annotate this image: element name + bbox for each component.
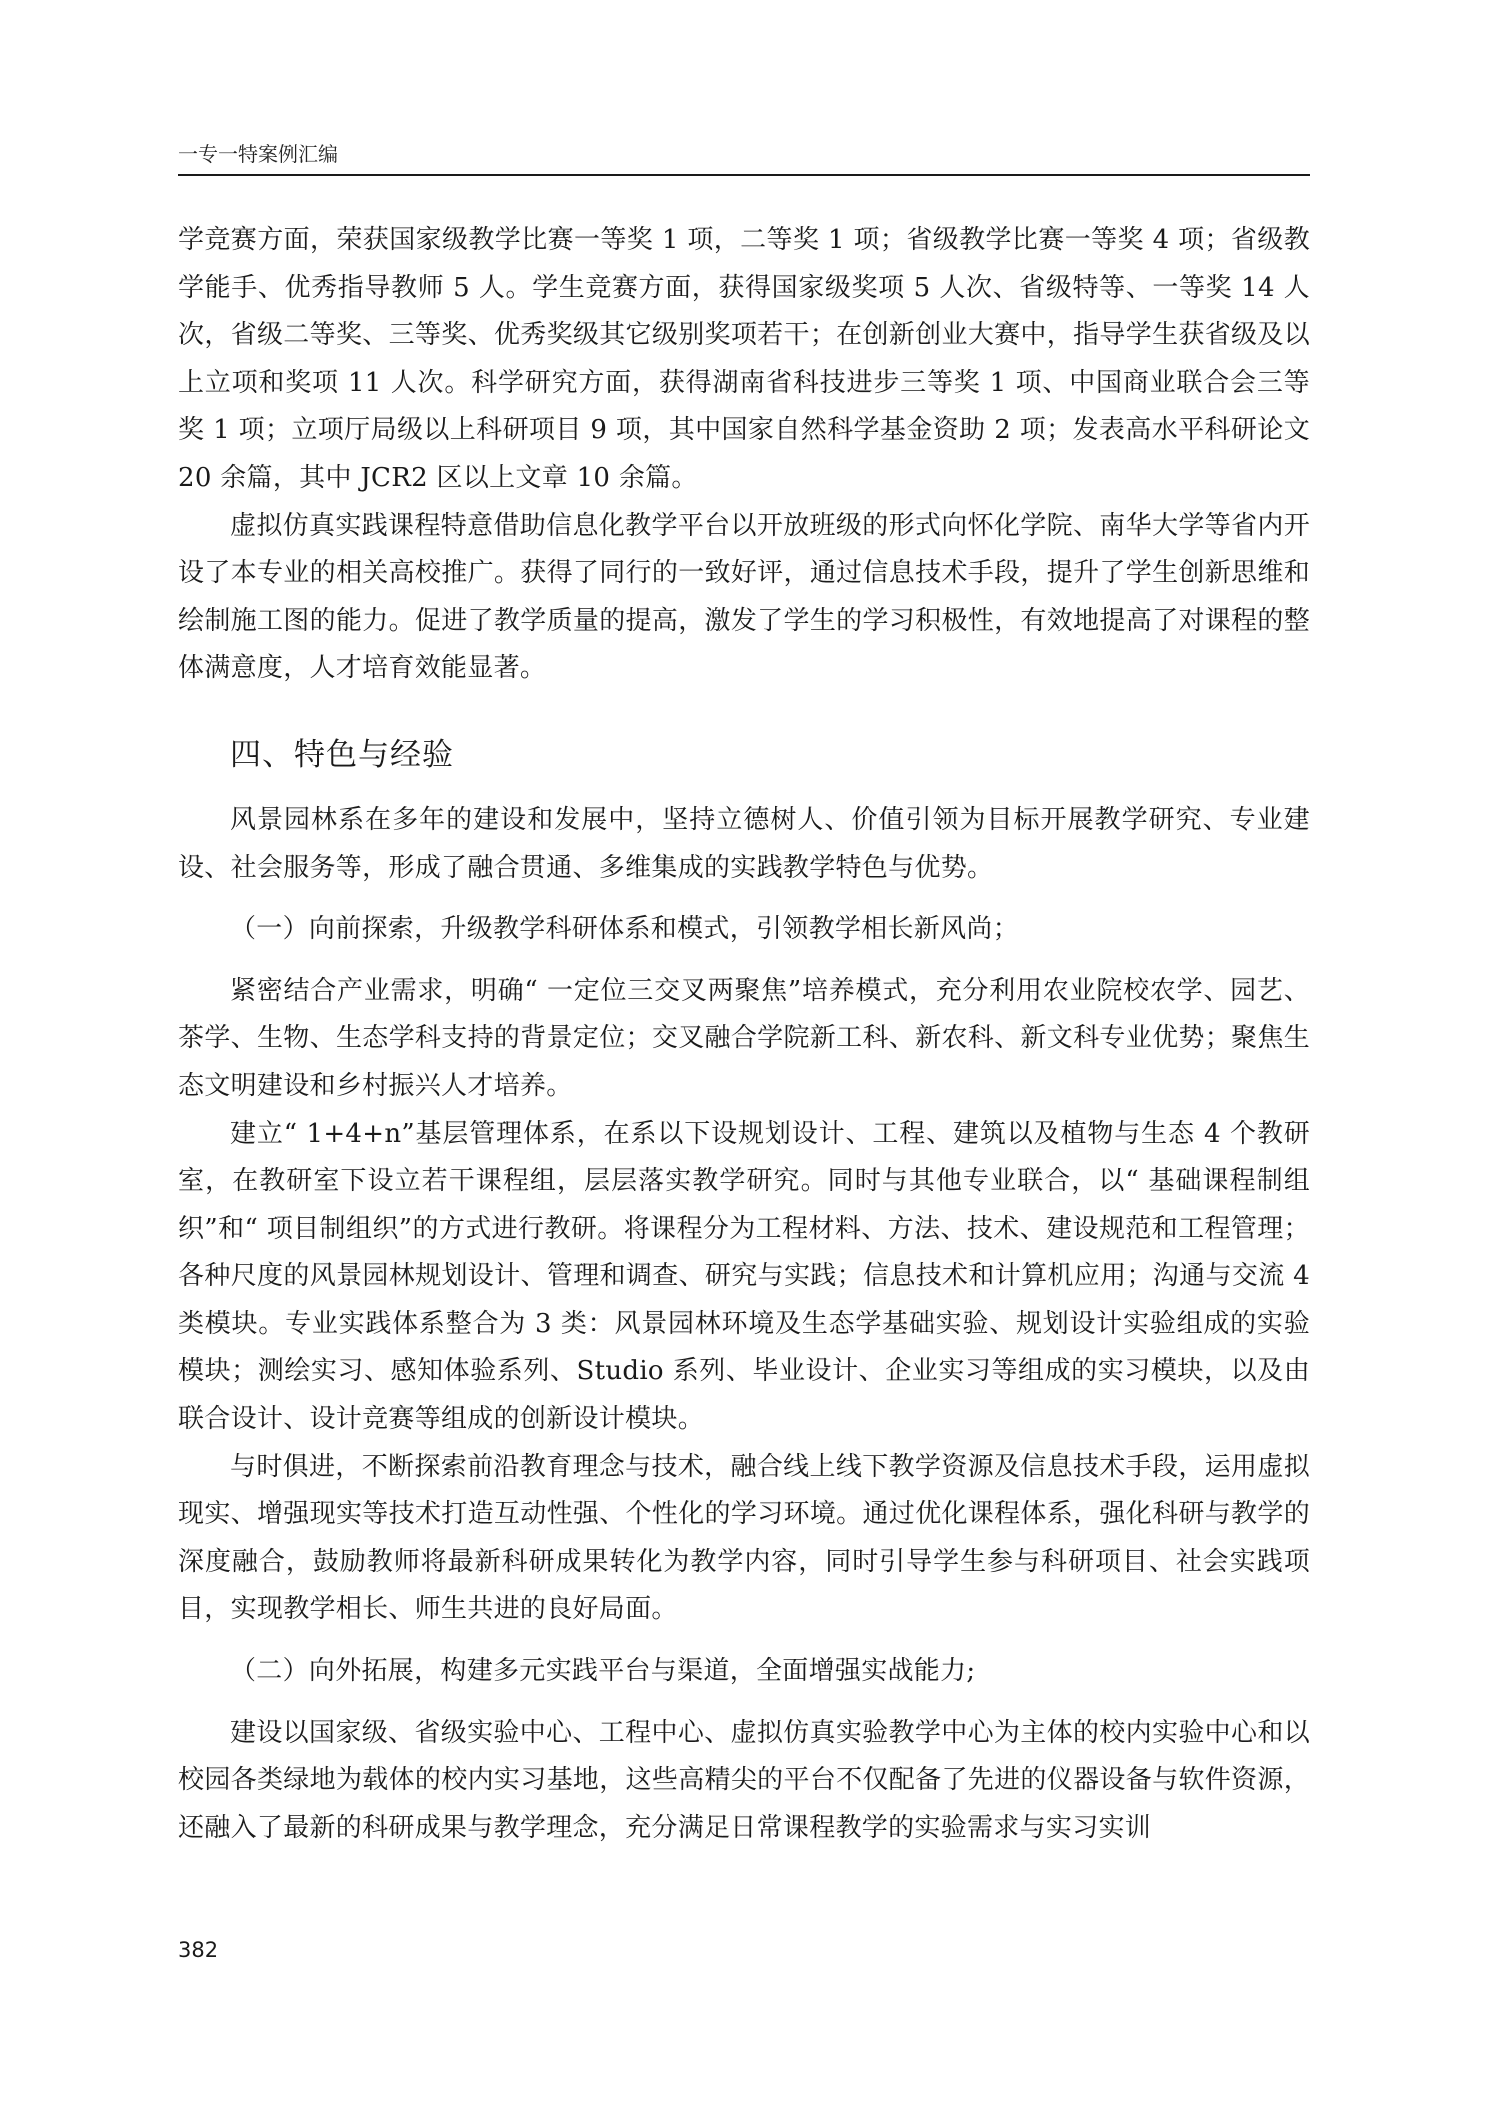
paragraph-management-system: 建立“ 1+4+n”基层管理体系，在系以下设规划设计、工程、建筑以及植物与生态 4 个教研室，在教研室下设立若干课程组，层层落实教学研究。同时与其他专业联合，以“ 基础课程制组织”和“ 项目制组织”的方式进行教研。将课程分为工程材料、方法、技术、建设规范和工程管理；各种尺度的风景园林规划设计、管理和调查、研究与实践；信息技术和计算机应用；沟通与交流 4 类模块。专业实践体系整合为 3 类：风景园林环境及生态学基础实验、规划设计实验组成的实验模块；测绘实习、感知体验系列、Studio 系列、毕业设计、企业实习等组成的实习模块，以及由联合设计、设计竞赛等组成的创新设计模块。 bbox=[178, 1118, 1310, 1435]
paragraph-virtual-simulation: 虚拟仿真实践课程特意借助信息化教学平台以开放班级的形式向怀化学院、南华大学等省内开设了本专业的相关高校推广。获得了同行的一致好评，通过信息技术手段，提升了学生创新思维和绘制施工图的能力。促进了教学质量的提高，激发了学生的学习积极性，有效地提高了对课程的整体满意度，人才培育效能显著。 bbox=[178, 510, 1310, 684]
page-number: 382 bbox=[178, 1938, 219, 1962]
body-content bbox=[178, 217, 1310, 1852]
subheading-forward-exploration: （一）向前探索，升级教学科研体系和模式，引领教学相长新风尚； bbox=[230, 914, 1020, 945]
paragraph-platforms: 建设以国家级、省级实验中心、工程中心、虚拟仿真实验教学中心为主体的校内实验中心和以校园各类绿地为载体的校内实习基地，这些高精尖的平台不仅配备了先进的仪器设备与软件资源，还融入了最新的科研成果与教学理念，充分满足日常课程教学的实验需求与实习实训 bbox=[178, 1717, 1310, 1843]
paragraph-intro: 风景园林系在多年的建设和发展中，坚持立德树人、价值引领为目标开展教学研究、专业建设、社会服务等，形成了融合贯通、多维集成的实践教学特色与优势。 bbox=[178, 804, 1310, 883]
paragraph-awards: 学竞赛方面，荣获国家级教学比赛一等奖 1 项，二等奖 1 项；省级教学比赛一等奖 4 项；省级教学能手、优秀指导教师 5 人。学生竞赛方面，获得国家级奖项 5 人次、省级特等、一等奖 14 人次，省级二等奖、三等奖、优秀奖级其它级别奖项若干；在创新创业大赛中，指导学生获省级及以上立项和奖项 11 人次。科学研究方面，获得湖南省科技进步三等奖 1 项、中国商业联合会三等奖 1 项；立项厅局级以上科研项目 9 项，其中国家自然科学基金资助 2 项；发表高水平科研论文 20 余篇，其中 JCR2 区以上文章 10 余篇。 bbox=[178, 225, 1310, 493]
running-header bbox=[178, 140, 1310, 176]
subheading-outward-expansion: （二）向外拓展，构建多元实践平台与渠道，全面增强实战能力; bbox=[230, 1656, 976, 1687]
header-title: 一专一特案例汇编 bbox=[178, 142, 338, 166]
paragraph-keeping-pace: 与时俱进，不断探索前沿教育理念与技术，融合线上线下教学资源及信息技术手段，运用虚拟现实、增强现实等技术打造互动性强、个性化的学习环境。通过优化课程体系，强化科研与教学的深度融合，鼓励教师将最新科研成果转化为教学内容，同时引导学生参与科研项目、社会实践项目，实现教学相长、师生共进的良好局面。 bbox=[178, 1451, 1310, 1625]
paragraph-industry-demand: 紧密结合产业需求，明确“ 一定位三交叉两聚焦”培养模式，充分利用农业院校农学、园艺、茶学、生物、生态学科支持的背景定位；交叉融合学院新工科、新农科、新文科专业优势；聚焦生态文明建设和乡村振兴人才培养。 bbox=[178, 975, 1310, 1101]
section-heading-features: 四、特色与经验 bbox=[230, 736, 454, 773]
